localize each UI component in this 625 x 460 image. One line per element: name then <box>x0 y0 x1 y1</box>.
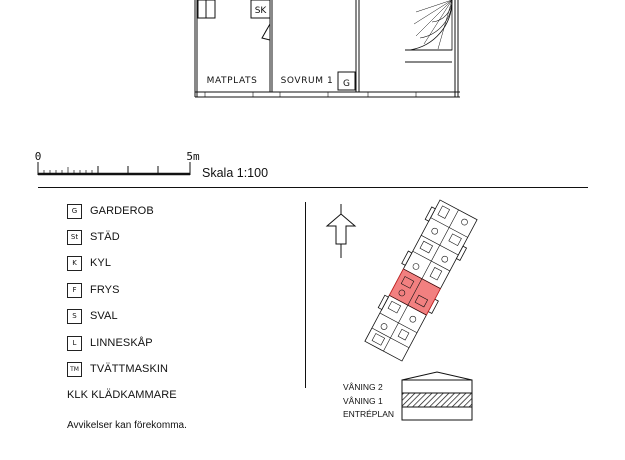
scale-bar <box>30 148 200 184</box>
legend-code: K <box>67 256 82 271</box>
level-floor2: VÅNING 2 <box>343 382 383 392</box>
legend-code: L <box>67 336 82 351</box>
legend-label: GARDEROB <box>90 205 154 217</box>
legend-label: SVAL <box>90 310 118 322</box>
north-arrow-icon <box>322 202 362 262</box>
room-label-sk: SK <box>254 6 267 16</box>
scale-tick-zero: 0 <box>34 150 42 163</box>
scale-tick-five: 5m <box>186 150 200 163</box>
legend-label: TVÄTTMASKIN <box>90 363 169 375</box>
legend-label: KYL <box>90 257 112 269</box>
disclaimer-note: Avvikelser kan förekomma. <box>67 420 187 431</box>
vertical-divider <box>305 202 306 388</box>
floor-plan <box>0 0 625 110</box>
legend-item <box>67 255 111 271</box>
room-label-g: G <box>343 79 350 89</box>
key-plan <box>360 192 490 362</box>
room-label-matplats: MATPLATS <box>206 76 258 86</box>
room-label-sovrum: SOVRUM 1 <box>280 76 334 86</box>
legend-item <box>67 361 168 377</box>
legend-item <box>67 335 153 351</box>
legend-item <box>67 282 120 298</box>
legend-code: G <box>67 204 82 219</box>
legend-code: St <box>67 230 82 245</box>
level-diagram <box>398 370 476 422</box>
legend-code: F <box>67 283 82 298</box>
legend-item <box>67 229 120 245</box>
legend-label: STÄD <box>90 231 120 243</box>
legend-code: TM <box>67 362 82 377</box>
level-entry: ENTRÉPLAN <box>343 409 395 419</box>
legend-label: FRYS <box>90 284 120 296</box>
scale-label: Skala 1:100 <box>202 166 269 180</box>
legend-item <box>67 308 118 324</box>
legend-klk: KLK KLÄDKAMMARE <box>67 389 177 401</box>
legend-label: LINNESKÅP <box>90 337 153 349</box>
legend-item <box>67 203 154 219</box>
horizontal-divider <box>38 187 588 188</box>
legend-code: S <box>67 309 82 324</box>
level-floor1: VÅNING 1 <box>343 396 383 406</box>
